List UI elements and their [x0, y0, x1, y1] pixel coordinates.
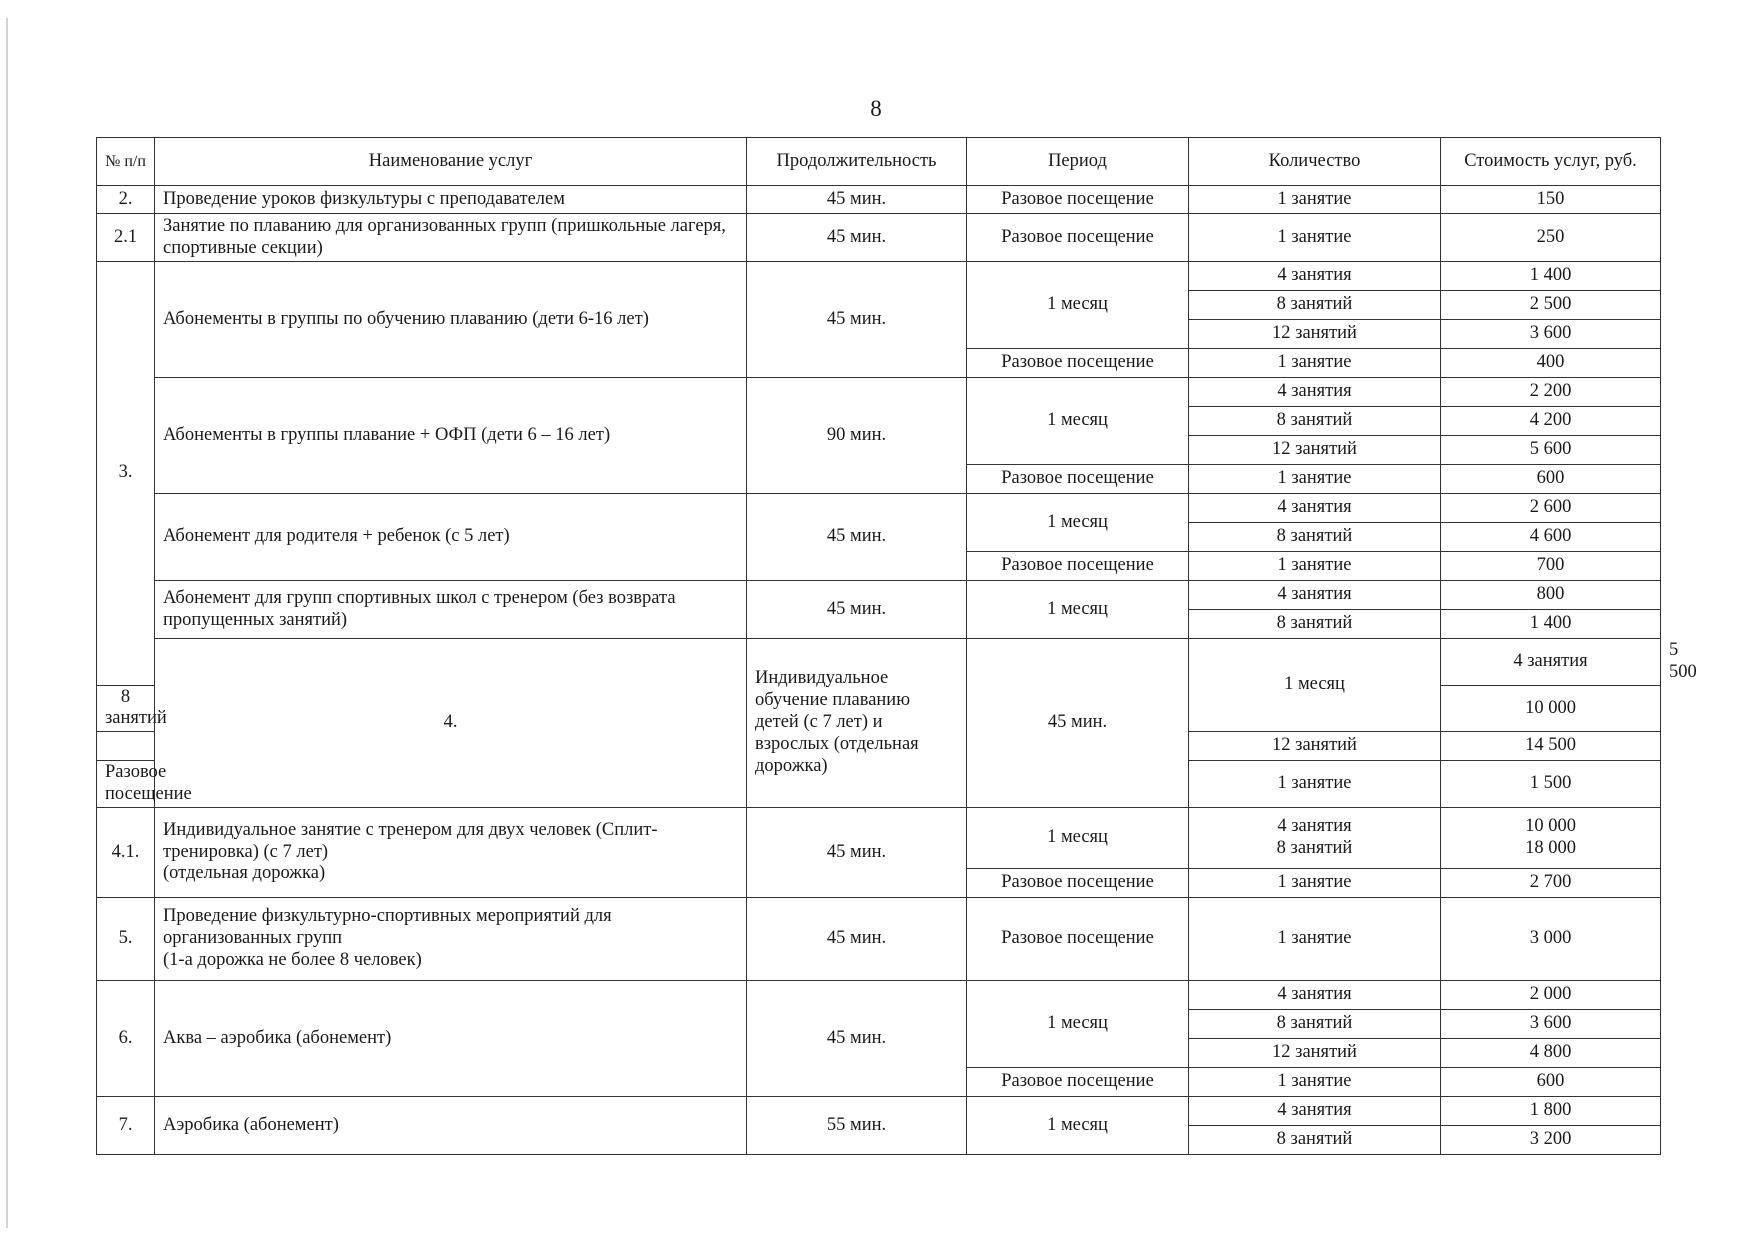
duration: 45 мин. [747, 262, 967, 378]
price: 4 600 [1441, 523, 1661, 552]
quantity: 8 занятий [1189, 407, 1441, 436]
price [1441, 807, 1661, 868]
quantity: 12 занятий [1189, 436, 1441, 465]
header-row [97, 138, 1661, 186]
service-name: Аэробика (абонемент) [155, 1096, 747, 1154]
service-name [155, 807, 747, 897]
quantity: 1 занятие [1189, 349, 1441, 378]
price: 1 400 [1441, 262, 1661, 291]
table-row [97, 214, 1661, 262]
service-name [155, 897, 747, 980]
service-name-line: (1-а дорожка не более 8 человек) [163, 949, 422, 970]
price: 3 600 [1441, 1009, 1661, 1038]
service-name-line: (отдельная дорожка) [163, 863, 326, 884]
quantity: 8 занятий [1189, 291, 1441, 320]
price: 1 800 [1441, 1096, 1661, 1125]
header-period: Период [967, 138, 1189, 186]
header-name: Наименование услуг [155, 138, 747, 186]
price-line: 18 000 [1525, 837, 1576, 858]
period: Разовое посещение [967, 552, 1189, 581]
quantity: 4 занятия [1189, 581, 1441, 610]
table-row [97, 378, 1661, 407]
quantity: 8 занятий [1189, 1125, 1441, 1154]
price: 5 600 [1441, 436, 1661, 465]
price: 3 200 [1441, 1125, 1661, 1154]
table-row [97, 186, 1661, 214]
quantity: 4 занятия [1189, 494, 1441, 523]
quantity: 12 занятий [1189, 732, 1441, 761]
period: Разовое посещение [967, 897, 1189, 980]
quantity: 4 занятия [1189, 1096, 1441, 1125]
quantity: 4 занятия [1189, 980, 1441, 1009]
quantity: 12 занятий [1189, 1038, 1441, 1067]
price-line: 10 000 [1525, 816, 1576, 837]
period: Разовое посещение [967, 349, 1189, 378]
service-name-line: Проведение физкультурно-спортивных мероприятий для [163, 906, 612, 927]
quantity-line: 8 занятий [1276, 837, 1353, 858]
price: 150 [1441, 186, 1661, 214]
period: Разовое посещение [967, 186, 1189, 214]
table-row [97, 494, 1661, 523]
quantity: 1 занятие [1189, 1067, 1441, 1096]
price: 700 [1441, 552, 1661, 581]
period: 1 месяц [1189, 639, 1441, 732]
service-name: Проведение уроков физкультуры с преподавателем [155, 186, 747, 214]
quantity: 4 занятия [1189, 378, 1441, 407]
period: 1 месяц [967, 494, 1189, 552]
duration: 45 мин. [747, 897, 967, 980]
service-name: Абонемент для групп спортивных школ с тренером (без возврата пропущенных занятий) [155, 581, 747, 639]
service-name-line: Индивидуальное занятие с тренером для двух человек (Сплит- [163, 819, 658, 840]
price: 10 000 [1441, 685, 1661, 732]
row-num: 2.1 [97, 214, 155, 262]
quantity: 1 занятие [1189, 214, 1441, 262]
duration: 45 мин. [747, 581, 967, 639]
price: 600 [1441, 465, 1661, 494]
duration: 45 мин. [747, 494, 967, 581]
quantity-line: 4 занятия [1277, 816, 1352, 837]
table-row [97, 807, 1661, 868]
period: Разовое посещение [97, 761, 155, 808]
table-row [97, 897, 1661, 980]
scan-edge [6, 18, 8, 1228]
service-name-line: организованных групп [163, 928, 343, 949]
row-num: 4. [155, 639, 747, 808]
table-row [97, 980, 1661, 1009]
period: 1 месяц [967, 1096, 1189, 1154]
period: 1 месяц [967, 980, 1189, 1067]
service-name: Абонементы в группы плавание + ОФП (дети 6 – 16 лет) [155, 378, 747, 494]
price: 3 000 [1441, 897, 1661, 980]
duration: 45 мин. [747, 186, 967, 214]
period: Разовое посещение [967, 868, 1189, 897]
price: 600 [1441, 1067, 1661, 1096]
period: 1 месяц [967, 262, 1189, 349]
price: 2 000 [1441, 980, 1661, 1009]
duration: 45 мин. [747, 214, 967, 262]
period: Разовое посещение [967, 214, 1189, 262]
row-num: 7. [97, 1096, 155, 1154]
price: 1 400 [1441, 610, 1661, 639]
price: 4 800 [1441, 1038, 1661, 1067]
row-num: 6. [97, 980, 155, 1096]
price: 3 600 [1441, 320, 1661, 349]
price: 250 [1441, 214, 1661, 262]
header-price: Стоимость услуг, руб. [1441, 138, 1661, 186]
price: 400 [1441, 349, 1661, 378]
price: 2 500 [1441, 291, 1661, 320]
quantity: 1 занятие [1189, 761, 1441, 808]
quantity: 8 занятий [1189, 610, 1441, 639]
price: 800 [1441, 581, 1661, 610]
quantity: 8 занятий [1189, 1009, 1441, 1038]
service-name: Абонемент для родителя + ребенок (с 5 лет) [155, 494, 747, 581]
period: Разовое посещение [967, 1067, 1189, 1096]
duration: 55 мин. [747, 1096, 967, 1154]
quantity [1189, 807, 1441, 868]
price: 2 700 [1441, 868, 1661, 897]
service-name: Аква – аэробика (абонемент) [155, 980, 747, 1096]
table-row [97, 1096, 1661, 1125]
price: 2 200 [1441, 378, 1661, 407]
period: 1 месяц [967, 807, 1189, 868]
table-row [97, 581, 1661, 610]
header-quantity: Количество [1189, 138, 1441, 186]
service-name: Индивидуальное обучение плаванию детей (с 7 лет) и взрослых (отдельная дорожка) [747, 639, 967, 808]
header-num: № п/п [97, 138, 155, 186]
period: 1 месяц [967, 378, 1189, 465]
price: 4 200 [1441, 407, 1661, 436]
page-number: 8 [870, 96, 882, 121]
price-table [96, 137, 1697, 1155]
service-name: Занятие по плаванию для организованных групп (пришкольные лагеря, спортивные секции) [155, 214, 747, 262]
quantity: 1 занятие [1189, 552, 1441, 581]
duration: 90 мин. [747, 378, 967, 494]
period-empty [97, 732, 155, 761]
quantity: 8 занятий [97, 685, 155, 732]
table-row: 4. Индивидуальное обучение плаванию детей (с 7 лет) и взрослых (отдельная дорожка) 45 мин. 1 месяц 4 занятия 5 500 [97, 639, 1661, 686]
service-name-line: тренировка) (с 7 лет) [163, 841, 329, 862]
price: 14 500 [1441, 732, 1661, 761]
quantity: 8 занятий [1189, 523, 1441, 552]
table-row [97, 262, 1661, 291]
quantity: 1 занятие [1189, 868, 1441, 897]
price: 1 500 [1441, 761, 1661, 808]
quantity: 4 занятия [1441, 639, 1661, 686]
row-num: 3. [97, 262, 155, 686]
duration: 45 мин. [747, 980, 967, 1096]
quantity: 12 занятий [1189, 320, 1441, 349]
quantity: 1 занятие [1189, 465, 1441, 494]
quantity: 1 занятие [1189, 186, 1441, 214]
service-name: Абонементы в группы по обучению плаванию (дети 6-16 лет) [155, 262, 747, 378]
duration: 45 мин. [747, 807, 967, 897]
duration: 45 мин. [967, 639, 1189, 808]
row-num: 4.1. [97, 807, 155, 897]
quantity: 1 занятие [1189, 897, 1441, 980]
period: Разовое посещение [967, 465, 1189, 494]
price: 2 600 [1441, 494, 1661, 523]
header-duration: Продолжительность [747, 138, 967, 186]
quantity: 4 занятия [1189, 262, 1441, 291]
row-num: 5. [97, 897, 155, 980]
row-num: 2. [97, 186, 155, 214]
period: 1 месяц [967, 581, 1189, 639]
